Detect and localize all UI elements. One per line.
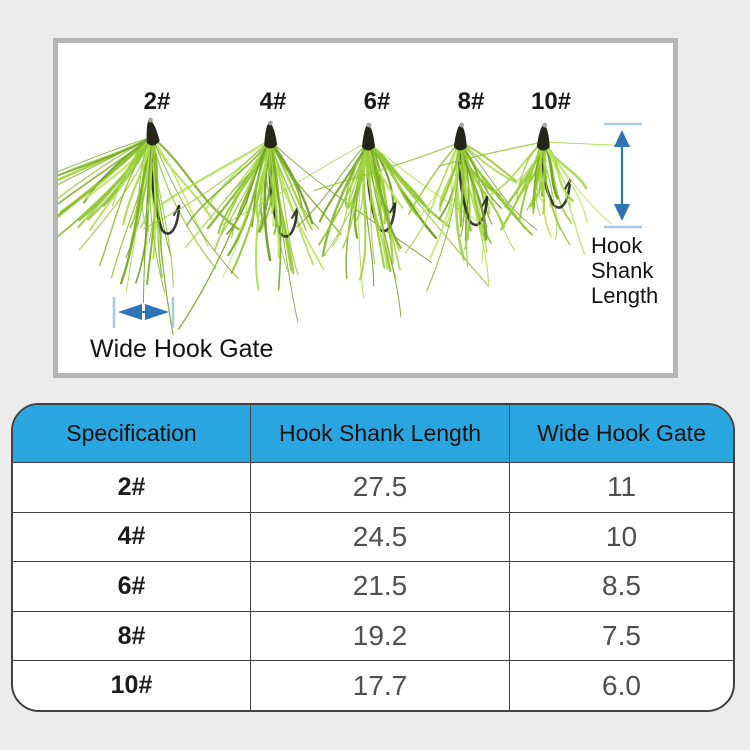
shank-length-arrow-icon: [604, 124, 642, 227]
table-cell-shank: 17.7: [250, 660, 509, 710]
hook-shank-length-annotation: Hook Shank Length: [591, 233, 659, 308]
table-cell-shank: 21.5: [250, 561, 509, 611]
table-cell-spec: 2#: [13, 462, 250, 512]
size-label-4: 4#: [259, 88, 287, 115]
table-cell-spec: 4#: [13, 512, 250, 562]
product-photo-panel: [53, 38, 678, 378]
table-cell-spec: 8#: [13, 611, 250, 661]
table-cell-gate: 11: [509, 462, 733, 512]
size-label-2: 2#: [143, 88, 171, 115]
table-cell-gate: 10: [509, 512, 733, 562]
table-cell-shank: 27.5: [250, 462, 509, 512]
table-cell-spec: 6#: [13, 561, 250, 611]
table-cell-gate: 6.0: [509, 660, 733, 710]
specification-table: [11, 403, 735, 712]
size-label-10: 10#: [530, 88, 572, 115]
table-cell-gate: 7.5: [509, 611, 733, 661]
table-header-hook-gate: Wide Hook Gate: [509, 405, 733, 462]
wide-hook-gate-annotation: Wide Hook Gate: [90, 335, 274, 363]
table-cell-shank: 24.5: [250, 512, 509, 562]
table-cell-shank: 19.2: [250, 611, 509, 661]
table-header-specification: Specification: [13, 405, 250, 462]
size-label-6: 6#: [363, 88, 391, 115]
table-header-shank-length: Hook Shank Length: [250, 405, 509, 462]
table-cell-spec: 10#: [13, 660, 250, 710]
table-cell-gate: 8.5: [509, 561, 733, 611]
size-label-8: 8#: [457, 88, 485, 115]
